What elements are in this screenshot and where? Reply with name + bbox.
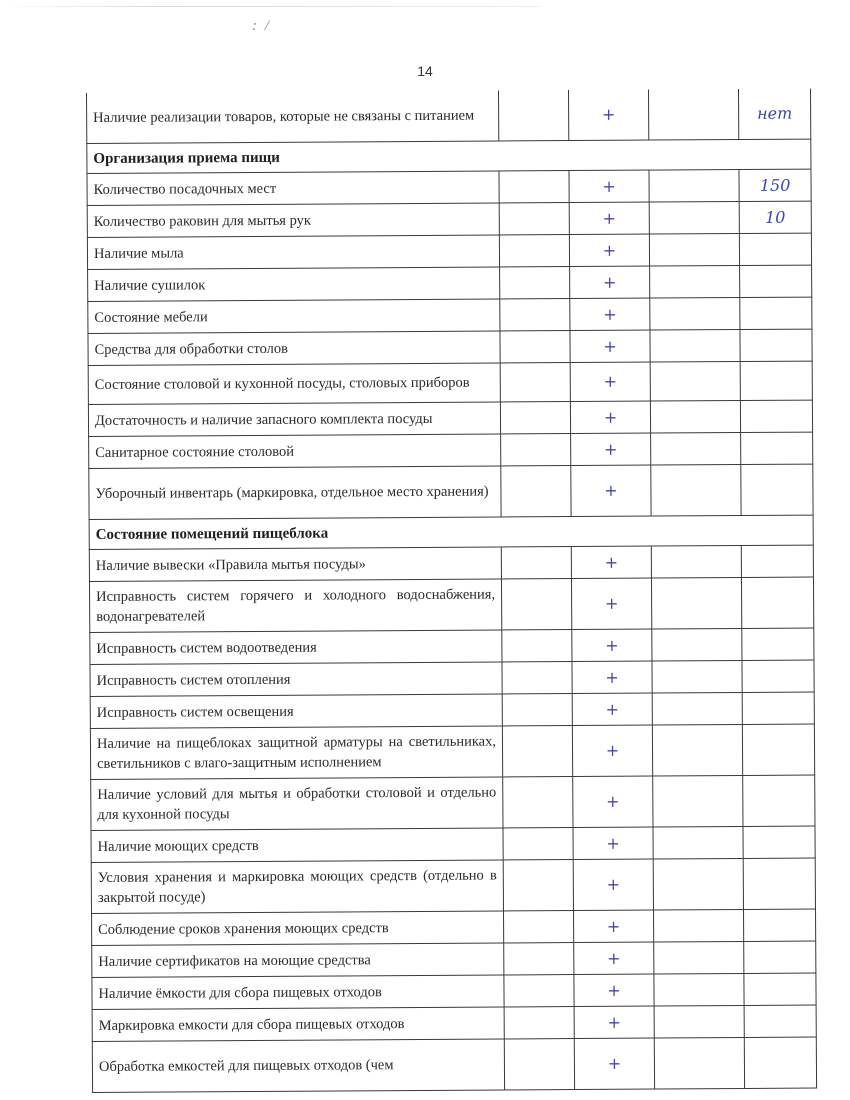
- scan-artifact-line: [0, 6, 540, 7]
- check-mark-cell: +: [570, 330, 650, 362]
- table-row: [90, 628, 814, 664]
- handwritten-note-cell: [744, 973, 816, 1005]
- column-2-cell: [502, 662, 572, 694]
- column-2-cell: [500, 267, 570, 299]
- column-2-cell: [500, 363, 570, 402]
- column-2-cell: [499, 235, 569, 267]
- check-mark-cell: +: [572, 661, 652, 693]
- check-mark-cell: +: [573, 827, 653, 859]
- criterion-text: Наличие ёмкости для сбора пищевых отходов: [92, 975, 504, 1010]
- check-mark-cell: +: [570, 362, 650, 401]
- column-4-cell: [653, 827, 743, 860]
- handwritten-note-cell: [740, 361, 812, 400]
- column-2-cell: [501, 434, 571, 466]
- check-mark-cell: +: [574, 1006, 654, 1038]
- handwritten-note-cell: [743, 775, 815, 826]
- handwritten-note-cell: нет: [738, 89, 810, 140]
- column-2-cell: [501, 547, 571, 579]
- criterion-text: Уборочный инвентарь (маркировка, отдельное место хранения): [89, 466, 501, 520]
- column-4-cell: [649, 202, 739, 235]
- column-2-cell: [504, 911, 574, 943]
- table-row: [92, 973, 816, 1009]
- check-mark-cell: +: [573, 776, 653, 827]
- handwritten-note-cell: [740, 297, 812, 329]
- criterion-text: Состояние столовой и кухонной посуды, столовых приборов: [88, 363, 500, 405]
- table-row: [87, 233, 811, 269]
- criterion-text: Условия хранения и маркировка моющих средств (отдельно в закрытой посуде): [91, 860, 503, 914]
- check-mark-cell: +: [573, 859, 653, 910]
- column-4-cell: [650, 266, 740, 299]
- handwritten-note-cell: [739, 233, 811, 265]
- table-row: [89, 545, 813, 581]
- criterion-text: Исправность систем водоотведения: [90, 630, 502, 665]
- handwritten-note-cell: [740, 265, 812, 297]
- table-row: [88, 400, 812, 436]
- column-2-cell: [498, 90, 568, 141]
- criterion-text: Санитарное состояние столовой: [89, 434, 501, 469]
- column-4-cell: [651, 578, 741, 630]
- handwritten-note-cell: [741, 432, 813, 464]
- column-2-cell: [501, 579, 571, 630]
- table-row: [90, 724, 814, 779]
- check-mark-cell: +: [571, 578, 651, 629]
- column-2-cell: [503, 777, 573, 828]
- column-4-cell: [652, 725, 742, 777]
- criterion-text: Наличие на пищеблоках защитной арматуры на светильниках, светильников с влаго-защитным исполнением: [90, 726, 502, 780]
- column-2-cell: [504, 1039, 574, 1090]
- handwritten-note-cell: [740, 400, 812, 432]
- section-title: Организация приема пищи: [87, 139, 811, 173]
- column-4-cell: [652, 629, 742, 662]
- criterion-text: Исправность систем отопления: [90, 662, 502, 697]
- table-row: [87, 169, 811, 205]
- column-4-cell: [651, 546, 741, 579]
- handwritten-note-cell: [742, 660, 814, 692]
- handwritten-note-cell: [742, 724, 814, 775]
- column-2-cell: [503, 828, 573, 860]
- table-row: [90, 660, 814, 696]
- column-2-cell: [502, 726, 572, 777]
- criterion-text: Исправность систем горячего и холодного водоснабжения, водонагревателей: [89, 579, 501, 633]
- criterion-text: Состояние мебели: [88, 299, 500, 334]
- table-body: [86, 89, 816, 1093]
- table-row: [88, 297, 812, 333]
- page-number: 14: [417, 63, 433, 79]
- pen-scribble: : /: [252, 18, 271, 34]
- table-row: [89, 464, 813, 519]
- column-4-cell: [654, 909, 744, 942]
- criterion-text: Достаточность и наличие запасного комплекта посуды: [88, 402, 500, 437]
- check-mark-cell: +: [574, 910, 654, 942]
- column-4-cell: [654, 1037, 744, 1089]
- criterion-text: Наличие сушилок: [88, 267, 500, 302]
- column-4-cell: [649, 234, 739, 267]
- check-mark-cell: +: [569, 234, 649, 266]
- column-2-cell: [500, 402, 570, 434]
- handwritten-note-cell: [744, 1037, 816, 1088]
- column-2-cell: [499, 203, 569, 235]
- section-header-row: [89, 515, 813, 549]
- column-4-cell: [650, 362, 740, 402]
- check-mark-cell: +: [574, 974, 654, 1006]
- table-row: [91, 775, 815, 830]
- column-2-cell: [500, 331, 570, 363]
- column-4-cell: [653, 858, 743, 910]
- check-mark-cell: +: [572, 629, 652, 661]
- handwritten-note-cell: [743, 909, 815, 941]
- handwritten-note-cell: [742, 628, 814, 660]
- criterion-text: Средства для обработки столов: [88, 331, 500, 366]
- table-row: [92, 1037, 816, 1092]
- handwritten-note-cell: [741, 545, 813, 577]
- column-2-cell: [499, 171, 569, 203]
- table-row: [88, 361, 812, 404]
- column-2-cell: [502, 694, 572, 726]
- table-row: [90, 692, 814, 728]
- criterion-text: Исправность систем освещения: [90, 694, 502, 729]
- handwritten-note-cell: [743, 858, 815, 909]
- section-title: Состояние помещений пищеблока: [89, 515, 813, 549]
- column-4-cell: [648, 89, 738, 140]
- table-row: [92, 1005, 816, 1041]
- table-row: [92, 909, 816, 945]
- handwritten-note-cell: 10: [739, 201, 811, 233]
- inspection-table-wrapper: [86, 89, 816, 1093]
- column-2-cell: [500, 299, 570, 331]
- check-mark-cell: +: [570, 298, 650, 330]
- column-2-cell: [503, 860, 573, 911]
- criterion-text: Наличие условий для мытья и обработки столовой и отдельно для кухонной посуды: [91, 777, 503, 831]
- table-row: [91, 858, 815, 913]
- column-4-cell: [654, 973, 744, 1006]
- check-mark-cell: +: [572, 725, 652, 776]
- table-row: [88, 329, 812, 365]
- column-2-cell: [502, 630, 572, 662]
- check-mark-cell: +: [570, 266, 650, 298]
- criterion-text: Наличие вывески «Правила мытья посуды»: [89, 547, 501, 582]
- handwritten-note-cell: [740, 329, 812, 361]
- check-mark-cell: +: [571, 433, 651, 465]
- criterion-text: Наличие мыла: [87, 235, 499, 270]
- criterion-text: Маркировка емкости для сбора пищевых отходов: [92, 1007, 504, 1042]
- column-4-cell: [652, 693, 742, 726]
- column-4-cell: [653, 776, 743, 828]
- column-2-cell: [504, 975, 574, 1007]
- handwritten-note-cell: [741, 577, 813, 628]
- criterion-text: Наличие сертификатов на моющие средства: [92, 943, 504, 978]
- table-row: [89, 432, 813, 468]
- column-4-cell: [649, 170, 739, 203]
- check-mark-cell: +: [571, 546, 651, 578]
- column-4-cell: [650, 401, 740, 434]
- handwritten-note-cell: [744, 1005, 816, 1037]
- column-2-cell: [501, 466, 571, 517]
- table-row: [86, 89, 810, 144]
- column-4-cell: [650, 298, 740, 331]
- column-4-cell: [654, 1005, 744, 1038]
- handwritten-note-cell: [741, 464, 813, 515]
- column-4-cell: [650, 330, 740, 363]
- table-row: [91, 826, 815, 862]
- handwritten-note-cell: 150: [739, 169, 811, 201]
- check-mark-cell: +: [568, 90, 648, 141]
- handwritten-note-cell: [742, 692, 814, 724]
- column-4-cell: [651, 433, 741, 466]
- table-row: [87, 201, 811, 237]
- check-mark-cell: +: [570, 401, 650, 433]
- inspection-checklist-table: [86, 89, 817, 1093]
- column-4-cell: [652, 661, 742, 694]
- check-mark-cell: +: [571, 465, 651, 516]
- check-mark-cell: +: [574, 942, 654, 974]
- column-2-cell: [504, 943, 574, 975]
- section-header-row: [87, 139, 811, 173]
- criterion-text: Наличие моющих средств: [91, 828, 503, 863]
- column-4-cell: [651, 465, 741, 517]
- table-row: [89, 577, 813, 632]
- handwritten-note-cell: [744, 941, 816, 973]
- check-mark-cell: +: [569, 170, 649, 202]
- check-mark-cell: +: [569, 202, 649, 234]
- criterion-text: Наличие реализации товаров, которые не связаны с питанием: [86, 90, 498, 143]
- criterion-text: Обработка емкостей для пищевых отходов (чем: [92, 1039, 504, 1093]
- check-mark-cell: +: [572, 693, 652, 725]
- criterion-text: Соблюдение сроков хранения моющих средств: [92, 911, 504, 946]
- column-2-cell: [504, 1007, 574, 1039]
- table-row: [88, 265, 812, 301]
- criterion-text: Количество посадочных мест: [87, 171, 499, 206]
- column-4-cell: [654, 941, 744, 974]
- criterion-text: Количество раковин для мытья рук: [87, 203, 499, 238]
- handwritten-note-cell: [743, 826, 815, 858]
- check-mark-cell: +: [574, 1038, 654, 1089]
- table-row: [92, 941, 816, 977]
